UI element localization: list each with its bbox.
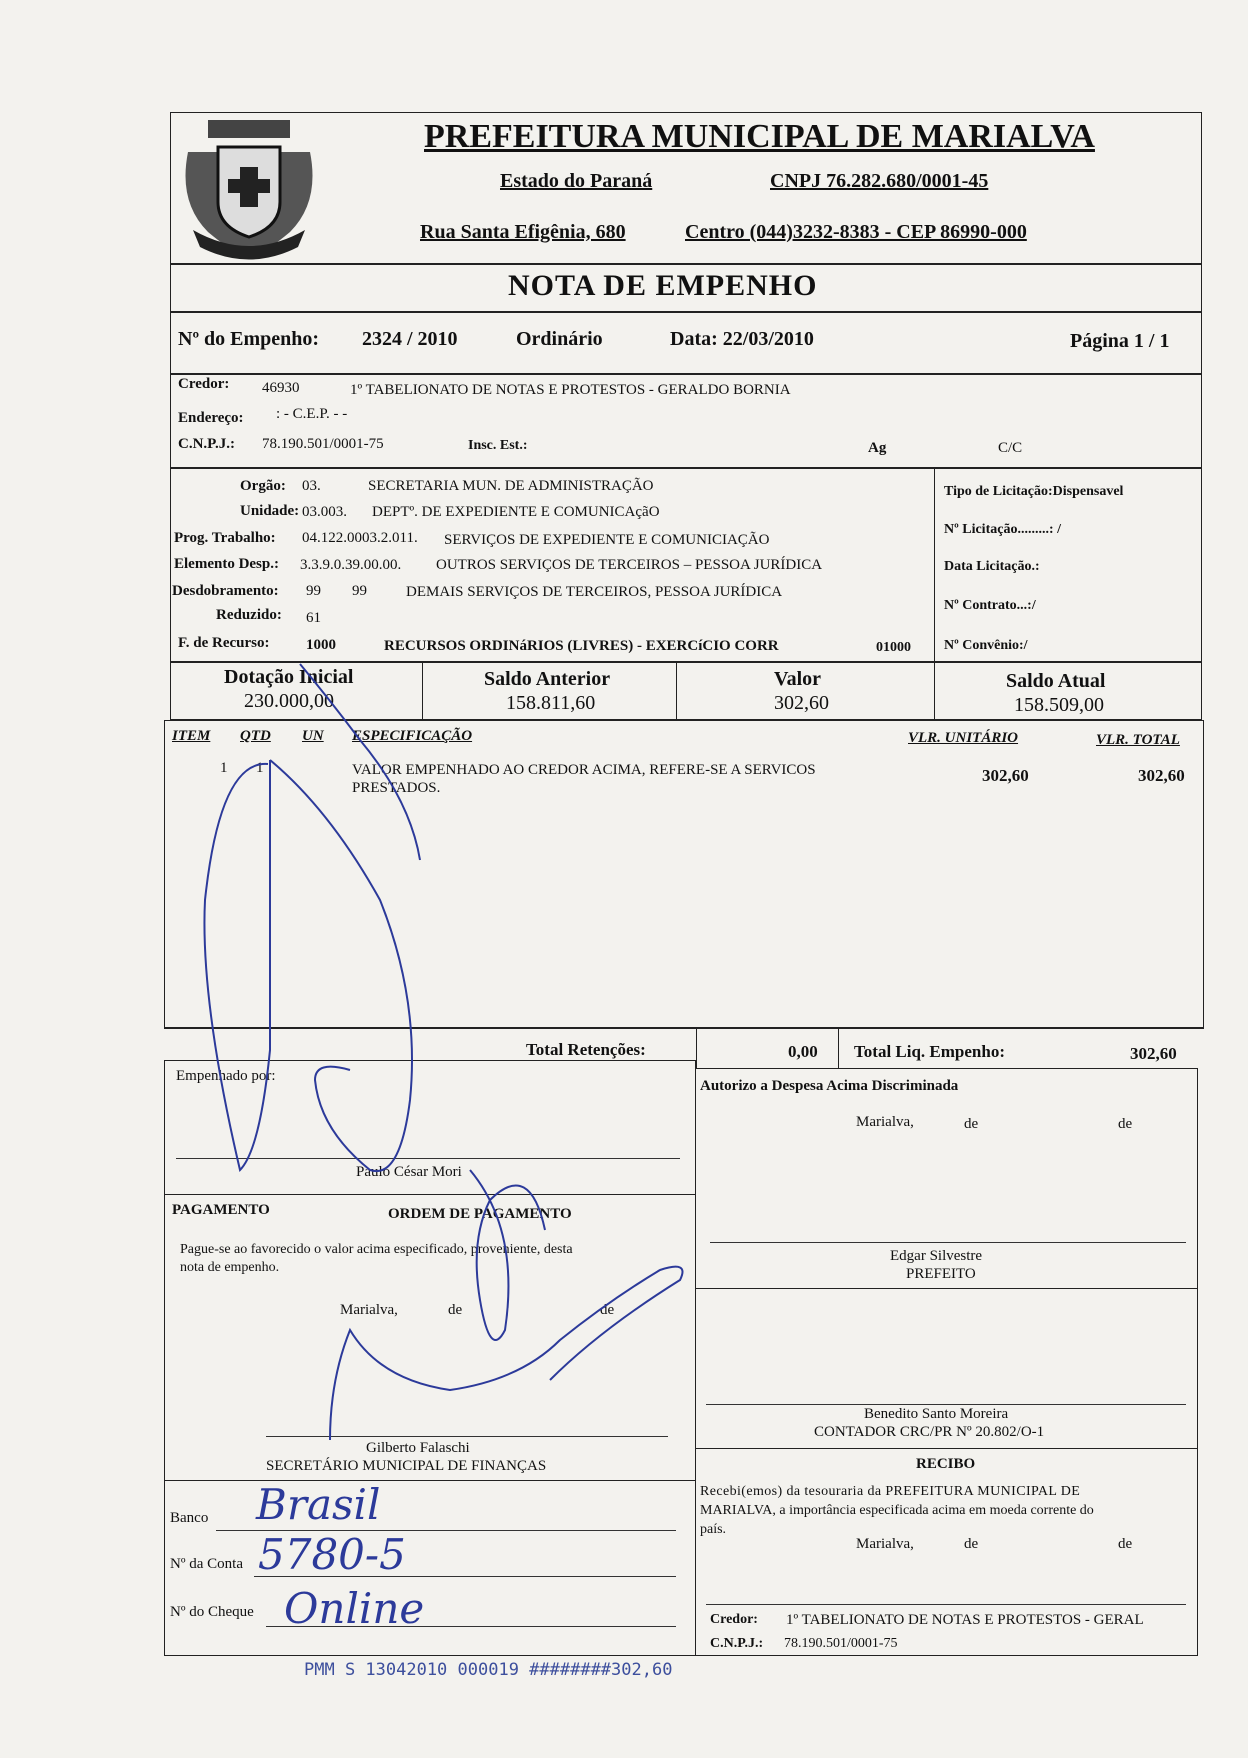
lower-left-frame bbox=[164, 1060, 696, 1656]
ordem-pagamento-label: ORDEM DE PAGAMENTO bbox=[388, 1206, 572, 1222]
recibo-cnpj-value: 78.190.501/0001-75 bbox=[784, 1636, 898, 1651]
pagamento-top bbox=[164, 1194, 696, 1195]
elemento-label: Elemento Desp.: bbox=[174, 556, 279, 572]
item-spec: VALOR EMPENHADO AO CREDOR ACIMA, REFERE-SE A SERVICOS bbox=[352, 762, 816, 778]
prog-desc: SERVIÇOS DE EXPEDIENTE E COMUNICIAÇÃO bbox=[444, 532, 770, 548]
recibo-text-cont: MARIALVA, a importância especificada acima em moeda corrente do bbox=[700, 1503, 1094, 1518]
credor-cnpj: 78.190.501/0001-75 bbox=[262, 436, 384, 452]
endereco-value: : - C.E.P. - - bbox=[276, 406, 348, 422]
unidade-desc: DEPTº. DE EXPEDIENTE E COMUNICAçãO bbox=[372, 504, 660, 520]
prog-code: 04.122.0003.2.011. bbox=[302, 530, 418, 546]
unidade-label: Unidade: bbox=[240, 503, 300, 519]
contador-top bbox=[696, 1288, 1198, 1289]
recurso-number: 01000 bbox=[876, 640, 911, 655]
pagamento-de2: de bbox=[600, 1302, 615, 1318]
recibo-signature-line bbox=[706, 1604, 1186, 1605]
item-spec-cont: PRESTADOS. bbox=[352, 780, 441, 796]
ag-label: Ag bbox=[868, 440, 887, 456]
totals-divider-2 bbox=[838, 1028, 839, 1068]
recurso-desc: RECURSOS ORDINáRIOS (LIVRES) - EXERCíCIO CORR bbox=[384, 638, 779, 654]
empenho-number-label: Nº do Empenho: bbox=[178, 328, 320, 350]
cc-label: C/C bbox=[998, 440, 1023, 456]
data-licitacao: Data Licitação.: bbox=[944, 559, 1040, 574]
pagamento-text: Pague-se ao favorecido o valor acima especificado, proveniente, desta bbox=[180, 1242, 573, 1257]
page-number: Página 1 / 1 bbox=[1070, 330, 1170, 352]
col-header-un: UN bbox=[302, 728, 324, 744]
totals-top bbox=[164, 1028, 1204, 1029]
col-header-item: ITEM bbox=[172, 728, 211, 744]
pagamento-label: PAGAMENTO bbox=[172, 1202, 270, 1218]
table-row bbox=[164, 756, 1204, 804]
values-divider-3 bbox=[934, 662, 935, 720]
document-title: NOTA DE EMPENHO bbox=[508, 269, 818, 302]
recibo-title: RECIBO bbox=[916, 1456, 976, 1472]
reduzido-code: 61 bbox=[306, 610, 321, 626]
autorizo-place: Marialva, bbox=[856, 1114, 914, 1130]
numero-licitacao: Nº Licitação.........: / bbox=[944, 522, 1061, 537]
unidade-code: 03.003. bbox=[302, 504, 347, 520]
secretario-name: Gilberto Falaschi bbox=[366, 1440, 470, 1456]
saldo-anterior-value: 158.811,60 bbox=[506, 692, 596, 714]
empenho-number: 2324 / 2010 bbox=[362, 328, 458, 350]
tipo-licitacao: Tipo de Licitação:Dispensavel bbox=[944, 484, 1124, 499]
col-header-vlr-total: VLR. TOTAL bbox=[1096, 732, 1180, 748]
values-divider-1 bbox=[422, 662, 423, 720]
cheque-label: Nº do Cheque bbox=[170, 1604, 254, 1620]
valor-label: Valor bbox=[774, 668, 822, 690]
contador-name: Benedito Santo Moreira bbox=[864, 1406, 1009, 1422]
totals-divider-1 bbox=[696, 1028, 697, 1068]
item-unit-value: 302,60 bbox=[982, 766, 1029, 785]
cheque-handwritten: Online bbox=[284, 1584, 425, 1633]
total-retencoes-label: Total Retenções: bbox=[526, 1040, 646, 1059]
lower-right-frame bbox=[696, 1068, 1198, 1656]
elemento-desc: OUTROS SERVIÇOS DE TERCEIROS – PESSOA JURÍDICA bbox=[436, 557, 823, 573]
empenhado-top bbox=[164, 1060, 696, 1061]
contador-role: CONTADOR CRC/PR Nº 20.802/O-1 bbox=[814, 1424, 1045, 1440]
dotacao-value: 230.000,00 bbox=[244, 690, 334, 712]
saldo-anterior-label: Saldo Anterior bbox=[484, 668, 611, 690]
header-state: Estado do Paraná bbox=[500, 170, 653, 192]
pagamento-de1: de bbox=[448, 1302, 463, 1318]
secretario-signature-line bbox=[266, 1436, 668, 1437]
recibo-de1: de bbox=[964, 1536, 979, 1552]
bank-top bbox=[164, 1480, 696, 1481]
endereco-label: Endereço: bbox=[178, 410, 244, 426]
banco-handwritten: Brasil bbox=[256, 1480, 381, 1529]
orgao-code: 03. bbox=[302, 478, 321, 494]
pagamento-text-cont: nota de empenho. bbox=[180, 1260, 280, 1275]
empenho-type: Ordinário bbox=[516, 328, 603, 350]
coat-of-arms-logo bbox=[178, 112, 320, 262]
header-cnpj: CNPJ 76.282.680/0001-45 bbox=[770, 170, 989, 192]
banco-label: Banco bbox=[170, 1510, 209, 1526]
prefeito-name: Edgar Silvestre bbox=[890, 1248, 983, 1264]
item-number: 1 bbox=[220, 760, 228, 776]
validation-stamp: PMM S 13042010 000019 ########302,60 bbox=[304, 1660, 673, 1680]
conta-handwritten: 5780-5 bbox=[258, 1530, 406, 1579]
contador-signature-line bbox=[706, 1404, 1186, 1405]
recurso-code: 1000 bbox=[306, 637, 336, 653]
reduzido-label: Reduzido: bbox=[216, 607, 282, 623]
desdobramento-code1: 99 bbox=[306, 583, 321, 599]
dotacao-label: Dotação Inicial bbox=[224, 666, 354, 688]
desdobramento-code2: 99 bbox=[352, 583, 367, 599]
saldo-atual-value: 158.509,00 bbox=[1014, 694, 1104, 716]
credor-cnpj-label: C.N.P.J.: bbox=[178, 436, 235, 452]
recibo-credor-value: 1º TABELIONATO DE NOTAS E PROTESTOS - GERAL bbox=[786, 1612, 1144, 1628]
insc-est-label: Insc. Est.: bbox=[468, 438, 528, 453]
autorizo-de2: de bbox=[1118, 1116, 1133, 1132]
desdobramento-label: Desdobramento: bbox=[172, 583, 279, 599]
header-address: Rua Santa Efigênia, 680 bbox=[420, 221, 626, 243]
item-qtd: 1 bbox=[256, 760, 264, 776]
municipal-coat-of-arms-icon bbox=[178, 112, 320, 262]
recurso-label: F. de Recurso: bbox=[178, 635, 270, 651]
conta-label: Nº da Conta bbox=[170, 1556, 243, 1572]
recibo-text: Recebi(emos) da tesouraria da PREFEITURA MUNICIPAL DE bbox=[700, 1484, 1081, 1499]
credor-code: 46930 bbox=[262, 380, 300, 396]
recibo-cnpj-label: C.N.P.J.: bbox=[710, 1636, 764, 1651]
autorizo-label: Autorizo a Despesa Acima Discriminada bbox=[700, 1078, 959, 1094]
recibo-credor-label: Credor: bbox=[710, 1612, 758, 1627]
col-header-especificacao: ESPECIFICAÇÃO bbox=[352, 728, 473, 744]
desdobramento-desc: DEMAIS SERVIÇOS DE TERCEIROS, PESSOA JURÍDICA bbox=[406, 584, 783, 600]
total-liquido-value: 302,60 bbox=[1130, 1044, 1177, 1063]
credor-label: Credor: bbox=[178, 376, 230, 392]
total-liquido-label: Total Liq. Empenho: bbox=[854, 1042, 1005, 1061]
orgao-desc: SECRETARIA MUN. DE ADMINISTRAÇÃO bbox=[368, 478, 654, 494]
prefeito-role: PREFEITO bbox=[906, 1266, 976, 1282]
numero-convenio: Nº Convênio:/ bbox=[944, 638, 1028, 653]
recibo-text-end: país. bbox=[700, 1522, 727, 1537]
budget-divider bbox=[934, 468, 935, 662]
prog-label: Prog. Trabalho: bbox=[174, 530, 276, 546]
recibo-top bbox=[696, 1448, 1198, 1449]
empenhado-label: Empenhado por: bbox=[176, 1068, 276, 1084]
recibo-place: Marialva, bbox=[856, 1536, 914, 1552]
elemento-code: 3.3.9.0.39.00.00. bbox=[300, 557, 402, 573]
recibo-de2: de bbox=[1118, 1536, 1133, 1552]
total-retencoes-value: 0,00 bbox=[788, 1042, 818, 1061]
header-title: PREFEITURA MUNICIPAL DE MARIALVA bbox=[424, 118, 1095, 155]
credor-name: 1º TABELIONATO DE NOTAS E PROTESTOS - GERALDO BORNIA bbox=[350, 382, 791, 398]
empenhado-signature-line bbox=[176, 1158, 680, 1159]
prefeito-signature-line bbox=[710, 1242, 1186, 1243]
values-divider-2 bbox=[676, 662, 677, 720]
col-header-vlr-unitario: VLR. UNITÁRIO bbox=[908, 730, 1019, 746]
numero-contrato: Nº Contrato...:/ bbox=[944, 598, 1036, 613]
saldo-atual-label: Saldo Atual bbox=[1006, 670, 1106, 692]
empenhado-name: Paulo César Mori bbox=[356, 1164, 462, 1180]
secretario-role: SECRETÁRIO MUNICIPAL DE FINANÇAS bbox=[266, 1458, 547, 1474]
empenho-date: Data: 22/03/2010 bbox=[670, 328, 814, 350]
orgao-label: Orgão: bbox=[240, 478, 286, 494]
col-header-qtd: QTD bbox=[240, 728, 271, 744]
autorizo-de1: de bbox=[964, 1116, 979, 1132]
item-total-value: 302,60 bbox=[1138, 766, 1185, 785]
pagamento-place: Marialva, bbox=[340, 1302, 398, 1318]
header-contact: Centro (044)3232-8383 - CEP 86990-000 bbox=[685, 221, 1027, 243]
valor-value: 302,60 bbox=[774, 692, 829, 714]
